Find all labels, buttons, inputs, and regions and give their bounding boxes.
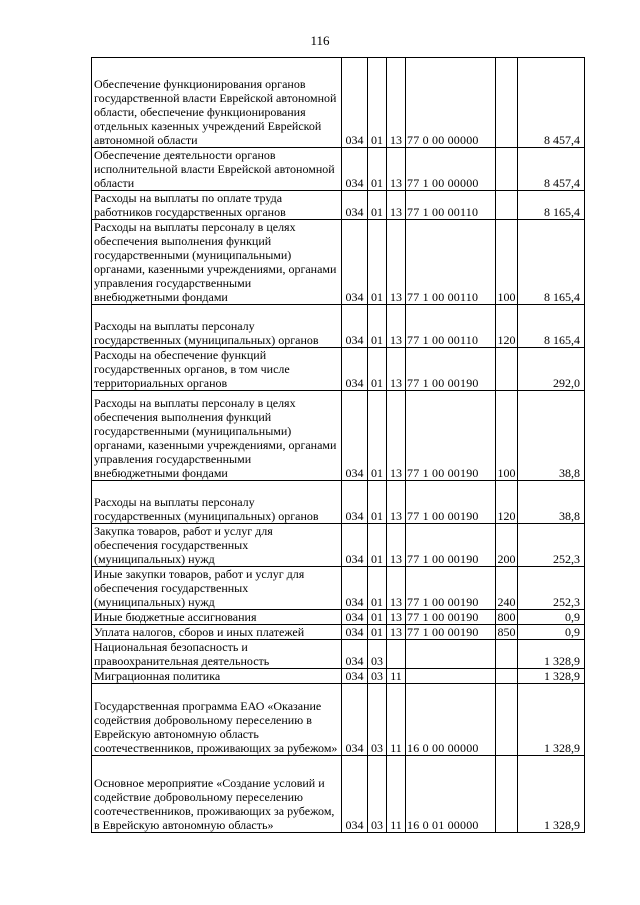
row-rz: 01 bbox=[368, 191, 387, 220]
row-ved: 034 bbox=[342, 524, 368, 567]
row-sum: 1 328,9 bbox=[518, 756, 585, 833]
row-rz: 01 bbox=[368, 220, 387, 305]
row-rz: 01 bbox=[368, 524, 387, 567]
budget-table-body bbox=[92, 58, 585, 833]
row-csr: 77 1 00 00110 bbox=[406, 191, 496, 220]
row-ved: 034 bbox=[342, 481, 368, 524]
row-ved: 034 bbox=[342, 625, 368, 640]
row-ved: 034 bbox=[342, 191, 368, 220]
row-sum: 8 457,4 bbox=[518, 148, 585, 191]
page-number: 116 bbox=[310, 33, 330, 48]
table-row bbox=[92, 684, 585, 756]
row-vr: 240 bbox=[496, 567, 518, 610]
table-row bbox=[92, 348, 585, 391]
row-pr: 13 bbox=[387, 391, 406, 481]
row-rz: 03 bbox=[368, 684, 387, 756]
row-pr: 13 bbox=[387, 610, 406, 625]
row-ved: 034 bbox=[342, 391, 368, 481]
row-vr: 200 bbox=[496, 524, 518, 567]
row-ved: 034 bbox=[342, 610, 368, 625]
row-vr bbox=[496, 669, 518, 684]
row-name: Обеспечение функционирования органов государственной власти Еврейской автономной области, обеспечение функционирования отдельных казенных учреждений Еврейской автономной области bbox=[92, 58, 342, 148]
row-ved: 034 bbox=[342, 669, 368, 684]
row-name: Государственная программа ЕАО «Оказание содействия добровольному переселению в Еврейскую автономную область соотечественников, проживающих за рубежом» bbox=[92, 684, 342, 756]
row-ved: 034 bbox=[342, 348, 368, 391]
row-vr bbox=[496, 58, 518, 148]
row-pr: 13 bbox=[387, 148, 406, 191]
row-pr: 13 bbox=[387, 191, 406, 220]
table-row bbox=[92, 625, 585, 640]
table-row bbox=[92, 191, 585, 220]
table-row bbox=[92, 481, 585, 524]
row-vr bbox=[496, 684, 518, 756]
row-pr: 11 bbox=[387, 756, 406, 833]
row-name: Расходы на выплаты персоналу государственных (муниципальных) органов bbox=[92, 481, 342, 524]
row-pr: 13 bbox=[387, 58, 406, 148]
row-sum: 252,3 bbox=[518, 524, 585, 567]
table-row bbox=[92, 305, 585, 348]
row-ved: 034 bbox=[342, 640, 368, 669]
row-csr: 77 1 00 00190 bbox=[406, 610, 496, 625]
row-vr: 120 bbox=[496, 481, 518, 524]
row-vr bbox=[496, 756, 518, 833]
row-name: Расходы на выплаты по оплате труда работников государственных органов bbox=[92, 191, 342, 220]
table-row bbox=[92, 567, 585, 610]
row-rz: 01 bbox=[368, 305, 387, 348]
row-name: Расходы на обеспечение функций государственных органов, в том числе территориальных органов bbox=[92, 348, 342, 391]
row-vr bbox=[496, 191, 518, 220]
row-vr: 800 bbox=[497, 610, 516, 624]
row-name: Миграционная политика bbox=[92, 669, 342, 684]
row-pr: 13 bbox=[387, 524, 406, 567]
row-rz: 01 bbox=[368, 625, 387, 640]
row-csr: 77 1 00 00190 bbox=[406, 567, 496, 610]
table-row bbox=[92, 610, 585, 625]
row-vr bbox=[496, 148, 518, 191]
row-csr: 77 1 00 00110 bbox=[406, 220, 496, 305]
row-vr: 850 bbox=[497, 625, 516, 639]
row-sum: 8 457,4 bbox=[518, 58, 585, 148]
row-rz: 01 bbox=[368, 481, 387, 524]
row-csr: 16 0 00 00000 bbox=[406, 684, 496, 756]
row-pr: 11 bbox=[387, 684, 406, 756]
row-pr bbox=[387, 640, 406, 669]
row-rz: 01 bbox=[368, 148, 387, 191]
row-ved: 034 bbox=[342, 58, 368, 148]
row-pr: 13 bbox=[387, 567, 406, 610]
row-rz: 01 bbox=[368, 58, 387, 148]
table-row bbox=[92, 148, 585, 191]
row-sum: 1 328,9 bbox=[518, 684, 585, 756]
row-rz: 03 bbox=[368, 669, 387, 684]
row-rz: 03 bbox=[368, 756, 387, 833]
row-pr: 13 bbox=[387, 305, 406, 348]
row-csr bbox=[406, 640, 496, 669]
row-pr: 13 bbox=[387, 625, 406, 640]
row-csr: 77 1 00 00190 bbox=[406, 524, 496, 567]
row-csr: 77 0 00 00000 bbox=[406, 58, 496, 148]
row-name: Национальная безопасность и правоохранительная деятельность bbox=[92, 640, 342, 669]
row-csr: 77 1 00 00190 bbox=[406, 348, 496, 391]
row-ved: 034 bbox=[342, 756, 368, 833]
row-csr: 77 1 00 00110 bbox=[406, 305, 496, 348]
row-csr: 77 1 00 00190 bbox=[406, 625, 496, 640]
row-vr bbox=[496, 640, 518, 669]
row-vr: 100 bbox=[496, 220, 518, 305]
row-rz: 01 bbox=[368, 348, 387, 391]
row-ved: 034 bbox=[342, 567, 368, 610]
budget-table bbox=[91, 57, 585, 833]
row-name: Расходы на выплаты персоналу в целях обеспечения выполнения функций государственными (муниципальными) органами, казенными учреждениями, органами управления государственными внебюджетными фондами bbox=[92, 391, 342, 481]
row-csr: 16 0 01 00000 bbox=[406, 756, 496, 833]
row-name: Уплата налогов, сборов и иных платежей bbox=[92, 625, 342, 640]
table-row bbox=[92, 391, 585, 481]
row-csr: 77 1 00 00000 bbox=[406, 148, 496, 191]
row-name: Основное мероприятие «Создание условий и содействие добровольному переселению соотечественников, проживающих за рубежом, в Еврейскую автономную область» bbox=[92, 756, 342, 833]
row-sum: 1 328,9 bbox=[518, 640, 585, 669]
row-sum: 252,3 bbox=[518, 567, 585, 610]
row-rz: 01 bbox=[368, 391, 387, 481]
row-name: Расходы на выплаты персоналу государственных (муниципальных) органов bbox=[92, 305, 342, 348]
table-row bbox=[92, 58, 585, 148]
row-pr: 13 bbox=[387, 348, 406, 391]
row-csr: 77 1 00 00190 bbox=[406, 481, 496, 524]
row-vr bbox=[496, 348, 518, 391]
row-sum: 38,8 bbox=[518, 391, 585, 481]
row-sum: 8 165,4 bbox=[518, 305, 585, 348]
table-row bbox=[92, 220, 585, 305]
row-sum: 292,0 bbox=[518, 348, 585, 391]
row-sum: 1 328,9 bbox=[518, 669, 585, 684]
row-sum: 8 165,4 bbox=[518, 220, 585, 305]
table-row bbox=[92, 669, 585, 684]
row-ved: 034 bbox=[342, 684, 368, 756]
row-sum: 38,8 bbox=[518, 481, 585, 524]
row-ved: 034 bbox=[342, 305, 368, 348]
table-row bbox=[92, 640, 585, 669]
row-rz: 01 bbox=[368, 610, 387, 625]
row-vr: 120 bbox=[496, 305, 518, 348]
row-csr bbox=[406, 669, 496, 684]
row-name: Иные закупки товаров, работ и услуг для обеспечения государственных (муниципальных) нужд bbox=[92, 567, 342, 610]
row-ved: 034 bbox=[342, 220, 368, 305]
row-ved: 034 bbox=[342, 148, 368, 191]
row-pr: 13 bbox=[387, 220, 406, 305]
row-name: Расходы на выплаты персоналу в целях обеспечения выполнения функций государственными (муниципальными) органами, казенными учреждениями, органами управления государственными внебюджетными фондами bbox=[92, 220, 342, 305]
row-sum: 8 165,4 bbox=[518, 191, 585, 220]
row-rz: 03 bbox=[368, 640, 387, 669]
row-name: Обеспечение деятельности органов исполнительной власти Еврейской автономной области bbox=[92, 148, 342, 191]
row-pr: 11 bbox=[387, 669, 406, 684]
row-pr: 13 bbox=[387, 481, 406, 524]
row-csr: 77 1 00 00190 bbox=[406, 391, 496, 481]
row-rz: 01 bbox=[368, 567, 387, 610]
table-row bbox=[92, 756, 585, 833]
table-row bbox=[92, 524, 585, 567]
row-vr: 100 bbox=[496, 391, 518, 481]
row-sum: 0,9 bbox=[518, 610, 585, 625]
row-name: Иные бюджетные ассигнования bbox=[92, 610, 342, 625]
row-sum: 0,9 bbox=[518, 625, 585, 640]
row-name: Закупка товаров, работ и услуг для обеспечения государственных (муниципальных) нужд bbox=[92, 524, 342, 567]
